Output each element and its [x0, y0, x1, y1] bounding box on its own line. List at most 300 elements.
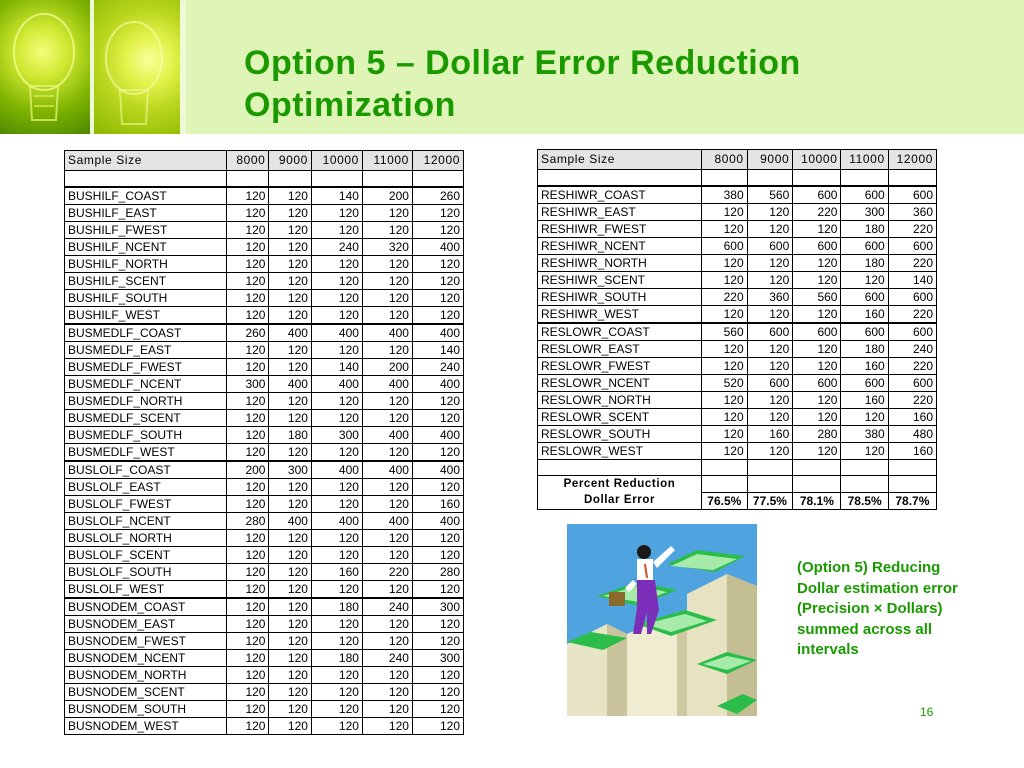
row-value: 120 [269, 444, 311, 462]
row-value: 600 [747, 238, 793, 255]
row-value: 600 [888, 323, 936, 341]
row-label: BUSHILF_SOUTH [65, 290, 227, 307]
row-value: 300 [311, 427, 362, 444]
row-label: BUSNODEM_NORTH [65, 667, 227, 684]
table-row [65, 427, 464, 444]
row-value: 120 [269, 616, 311, 633]
row-value: 120 [227, 581, 269, 599]
row-label: BUSMEDLF_FWEST [65, 359, 227, 376]
row-value: 600 [841, 323, 888, 341]
row-value: 120 [269, 307, 311, 325]
row-value: 600 [793, 238, 841, 255]
row-value: 120 [311, 496, 362, 513]
row-value: 120 [793, 221, 841, 238]
row-label: BUSMEDLF_SOUTH [65, 427, 227, 444]
row-value: 120 [311, 205, 362, 222]
caption-line5: intervals [797, 641, 859, 658]
row-value: 260 [227, 324, 269, 342]
row-value: 220 [888, 255, 936, 272]
row-value: 600 [888, 186, 936, 204]
caption-line2: Dollar estimation error [797, 579, 958, 597]
row-value: 360 [888, 204, 936, 221]
right-sample-size-table [537, 149, 937, 510]
row-value: 120 [412, 479, 463, 496]
row-label: BUSMEDLF_NCENT [65, 376, 227, 393]
row-value: 120 [311, 444, 362, 462]
row-label: RESLOWR_EAST [538, 341, 702, 358]
percent-reduction-value: 78.1% [793, 493, 841, 510]
row-value: 240 [412, 359, 463, 376]
row-value: 400 [269, 513, 311, 530]
row-value: 400 [362, 513, 412, 530]
table-row [538, 186, 937, 204]
row-value: 120 [311, 273, 362, 290]
row-value: 160 [841, 358, 888, 375]
row-value: 300 [227, 376, 269, 393]
row-value: 400 [269, 376, 311, 393]
row-value: 120 [311, 342, 362, 359]
row-label: BUSHILF_NORTH [65, 256, 227, 273]
row-label: BUSNODEM_SCENT [65, 684, 227, 701]
row-value: 400 [362, 376, 412, 393]
table-row [538, 306, 937, 324]
header-sample-size: 11000 [841, 150, 888, 170]
table-row [538, 323, 937, 341]
row-label: BUSHILF_FWEST [65, 222, 227, 239]
row-value: 120 [227, 205, 269, 222]
row-value: 120 [412, 290, 463, 307]
row-value: 400 [412, 461, 463, 479]
row-value: 120 [269, 718, 311, 735]
table-row [538, 221, 937, 238]
row-value: 120 [362, 393, 412, 410]
row-value: 180 [269, 427, 311, 444]
row-value: 560 [747, 186, 793, 204]
row-value: 120 [269, 410, 311, 427]
row-label: BUSHILF_NCENT [65, 239, 227, 256]
row-value: 120 [747, 306, 793, 324]
row-label: BUSNODEM_EAST [65, 616, 227, 633]
row-value: 120 [227, 479, 269, 496]
table-row [65, 650, 464, 667]
row-value: 120 [362, 633, 412, 650]
row-value: 160 [888, 443, 936, 460]
row-value: 120 [841, 443, 888, 460]
row-value: 600 [841, 186, 888, 204]
row-value: 280 [793, 426, 841, 443]
row-value: 120 [702, 204, 748, 221]
row-value: 360 [747, 289, 793, 306]
table-row [65, 359, 464, 376]
row-value: 140 [888, 272, 936, 289]
row-label: BUSHILF_COAST [65, 187, 227, 205]
row-value: 240 [362, 598, 412, 616]
row-value: 120 [269, 684, 311, 701]
row-value: 120 [269, 239, 311, 256]
row-value: 120 [311, 222, 362, 239]
row-value: 160 [841, 306, 888, 324]
row-label: RESLOWR_NORTH [538, 392, 702, 409]
row-value: 120 [227, 701, 269, 718]
table-row [65, 564, 464, 581]
row-value: 120 [747, 272, 793, 289]
row-value: 600 [841, 238, 888, 255]
left-sample-size-table [64, 150, 464, 735]
table-header-row [65, 151, 464, 171]
table-spacer-row [538, 170, 937, 187]
row-value: 400 [412, 427, 463, 444]
row-label: RESLOWR_NCENT [538, 375, 702, 392]
row-value: 180 [841, 255, 888, 272]
row-value: 120 [747, 221, 793, 238]
row-value: 600 [841, 289, 888, 306]
row-value: 120 [702, 426, 748, 443]
row-value: 400 [412, 376, 463, 393]
row-value: 120 [412, 307, 463, 325]
row-value: 120 [311, 547, 362, 564]
caption-line4: summed across all [797, 620, 933, 638]
row-value: 180 [311, 650, 362, 667]
row-value: 120 [702, 272, 748, 289]
row-value: 120 [793, 272, 841, 289]
table-row [538, 272, 937, 289]
row-value: 120 [793, 409, 841, 426]
row-value: 280 [227, 513, 269, 530]
row-value: 120 [362, 479, 412, 496]
row-value: 400 [311, 376, 362, 393]
table-row [65, 256, 464, 273]
table-row [538, 341, 937, 358]
row-value: 120 [702, 392, 748, 409]
row-value: 400 [362, 461, 412, 479]
table-row [65, 633, 464, 650]
row-label: RESLOWR_SOUTH [538, 426, 702, 443]
row-value: 180 [841, 221, 888, 238]
row-value: 120 [702, 358, 748, 375]
row-value: 600 [702, 238, 748, 255]
header-sample-size: 10000 [793, 150, 841, 170]
table-row [65, 444, 464, 462]
row-value: 400 [311, 461, 362, 479]
row-value: 120 [702, 409, 748, 426]
table-header-row [538, 150, 937, 170]
table-row [65, 205, 464, 222]
row-value: 120 [269, 701, 311, 718]
percent-reduction-row [538, 476, 937, 493]
row-value: 120 [793, 443, 841, 460]
row-value: 400 [412, 239, 463, 256]
row-value: 120 [362, 616, 412, 633]
row-label: RESLOWR_WEST [538, 443, 702, 460]
row-label: RESHIWR_FWEST [538, 221, 702, 238]
row-value: 120 [269, 598, 311, 616]
row-value: 120 [412, 718, 463, 735]
row-value: 120 [362, 530, 412, 547]
row-value: 140 [412, 342, 463, 359]
row-value: 200 [362, 359, 412, 376]
table-row [65, 239, 464, 256]
row-value: 320 [362, 239, 412, 256]
row-value: 120 [793, 392, 841, 409]
row-value: 120 [311, 684, 362, 701]
row-label: BUSLOLF_NORTH [65, 530, 227, 547]
row-label: RESLOWR_COAST [538, 323, 702, 341]
row-value: 300 [412, 598, 463, 616]
row-value: 400 [412, 513, 463, 530]
row-value: 120 [702, 255, 748, 272]
table-row [538, 426, 937, 443]
row-label: BUSNODEM_SOUTH [65, 701, 227, 718]
slide-title [244, 42, 1004, 126]
row-value: 260 [412, 187, 463, 205]
percent-reduction-values-row [538, 493, 937, 510]
row-value: 120 [227, 547, 269, 564]
table-row [65, 701, 464, 718]
row-label: BUSLOLF_SOUTH [65, 564, 227, 581]
row-value: 120 [412, 410, 463, 427]
row-label: BUSMEDLF_COAST [65, 324, 227, 342]
table-row [538, 392, 937, 409]
table-row [65, 598, 464, 616]
row-label: BUSLOLF_EAST [65, 479, 227, 496]
row-value: 120 [227, 290, 269, 307]
row-value: 120 [269, 205, 311, 222]
row-value: 120 [362, 684, 412, 701]
row-value: 120 [362, 307, 412, 325]
header-sample-size: 8000 [227, 151, 269, 171]
row-value: 120 [793, 358, 841, 375]
table-row [65, 290, 464, 307]
row-value: 380 [841, 426, 888, 443]
row-value: 280 [412, 564, 463, 581]
caption-line3: (Precision × Dollars) [797, 600, 943, 617]
row-value: 120 [227, 496, 269, 513]
row-value: 120 [311, 479, 362, 496]
row-value: 120 [412, 581, 463, 599]
row-value: 160 [888, 409, 936, 426]
row-value: 120 [269, 547, 311, 564]
row-value: 120 [269, 667, 311, 684]
table-row [65, 393, 464, 410]
row-value: 600 [793, 186, 841, 204]
row-label: BUSNODEM_WEST [65, 718, 227, 735]
row-value: 120 [227, 598, 269, 616]
page-number: 16 [920, 705, 934, 719]
row-value: 120 [362, 273, 412, 290]
row-value: 120 [412, 684, 463, 701]
table-row [65, 496, 464, 513]
row-value: 120 [269, 290, 311, 307]
row-value: 120 [362, 701, 412, 718]
row-label: BUSNODEM_FWEST [65, 633, 227, 650]
table-row [65, 410, 464, 427]
percent-reduction-label: Percent Reduction [538, 476, 702, 493]
row-value: 180 [841, 341, 888, 358]
table-row [65, 581, 464, 599]
table-row [65, 273, 464, 290]
row-value: 120 [269, 256, 311, 273]
row-value: 120 [269, 393, 311, 410]
table-row [65, 667, 464, 684]
row-value: 300 [269, 461, 311, 479]
table-row [65, 718, 464, 735]
header-sample-size: 8000 [702, 150, 748, 170]
row-value: 120 [227, 187, 269, 205]
row-value: 600 [747, 375, 793, 392]
row-value: 120 [311, 667, 362, 684]
table-row [538, 375, 937, 392]
row-value: 220 [888, 306, 936, 324]
row-value: 120 [747, 341, 793, 358]
row-value: 120 [412, 633, 463, 650]
option-caption [797, 558, 997, 661]
row-value: 120 [227, 564, 269, 581]
row-label: BUSMEDLF_EAST [65, 342, 227, 359]
row-value: 120 [269, 273, 311, 290]
table-row [65, 342, 464, 359]
row-value: 160 [841, 392, 888, 409]
row-value: 600 [747, 323, 793, 341]
table-row [65, 616, 464, 633]
row-value: 120 [362, 342, 412, 359]
table-row [65, 376, 464, 393]
row-label: RESHIWR_SOUTH [538, 289, 702, 306]
table-row [65, 547, 464, 564]
row-value: 120 [747, 358, 793, 375]
row-value: 120 [311, 393, 362, 410]
row-value: 120 [412, 616, 463, 633]
row-value: 120 [362, 547, 412, 564]
row-value: 120 [311, 701, 362, 718]
row-label: BUSNODEM_COAST [65, 598, 227, 616]
row-value: 120 [311, 581, 362, 599]
row-value: 300 [841, 204, 888, 221]
row-value: 120 [227, 222, 269, 239]
row-value: 120 [362, 444, 412, 462]
row-label: RESLOWR_SCENT [538, 409, 702, 426]
row-value: 400 [362, 324, 412, 342]
table-row [538, 443, 937, 460]
row-label: BUSLOLF_COAST [65, 461, 227, 479]
row-value: 120 [227, 239, 269, 256]
caption-line1: (Option 5) Reducing [797, 559, 941, 576]
row-label: RESHIWR_WEST [538, 306, 702, 324]
table-row [538, 358, 937, 375]
row-value: 600 [888, 375, 936, 392]
row-value: 400 [269, 324, 311, 342]
row-label: RESHIWR_NCENT [538, 238, 702, 255]
row-value: 200 [227, 461, 269, 479]
row-value: 120 [747, 204, 793, 221]
row-label: BUSMEDLF_SCENT [65, 410, 227, 427]
row-label: BUSMEDLF_WEST [65, 444, 227, 462]
row-value: 120 [227, 444, 269, 462]
row-value: 220 [888, 392, 936, 409]
row-value: 120 [362, 256, 412, 273]
row-value: 120 [227, 616, 269, 633]
row-value: 120 [269, 479, 311, 496]
row-value: 120 [841, 409, 888, 426]
row-value: 120 [311, 410, 362, 427]
table-row [538, 289, 937, 306]
row-value: 120 [412, 667, 463, 684]
row-value: 120 [227, 427, 269, 444]
header-sample-size: 9000 [269, 151, 311, 171]
row-value: 240 [362, 650, 412, 667]
row-value: 200 [362, 187, 412, 205]
row-value: 120 [269, 530, 311, 547]
header-label: Sample Size [538, 150, 702, 170]
row-value: 160 [412, 496, 463, 513]
row-value: 120 [311, 256, 362, 273]
row-value: 120 [227, 256, 269, 273]
row-value: 120 [702, 221, 748, 238]
row-value: 600 [888, 238, 936, 255]
row-value: 120 [311, 530, 362, 547]
row-value: 120 [227, 633, 269, 650]
row-value: 120 [227, 342, 269, 359]
table-row [538, 255, 937, 272]
header-sample-size: 11000 [362, 151, 412, 171]
dollar-error-label: Dollar Error [538, 493, 702, 510]
table-row [538, 238, 937, 255]
row-value: 120 [412, 256, 463, 273]
row-label: BUSHILF_WEST [65, 307, 227, 325]
header-sample-size: 10000 [311, 151, 362, 171]
row-value: 120 [747, 409, 793, 426]
row-value: 140 [311, 359, 362, 376]
table-row [65, 324, 464, 342]
lightbulb-photo [0, 0, 186, 134]
row-value: 400 [311, 513, 362, 530]
row-value: 120 [702, 341, 748, 358]
row-value: 520 [702, 375, 748, 392]
table-row [65, 461, 464, 479]
table-row [65, 513, 464, 530]
row-value: 120 [412, 444, 463, 462]
row-label: RESHIWR_NORTH [538, 255, 702, 272]
row-value: 120 [227, 307, 269, 325]
money-stairs-clipart [567, 524, 757, 716]
row-value: 120 [269, 187, 311, 205]
row-label: BUSHILF_EAST [65, 205, 227, 222]
row-value: 240 [888, 341, 936, 358]
row-value: 240 [311, 239, 362, 256]
header-sample-size: 9000 [747, 150, 793, 170]
row-value: 120 [269, 496, 311, 513]
row-value: 480 [888, 426, 936, 443]
row-value: 220 [362, 564, 412, 581]
row-value: 120 [412, 701, 463, 718]
row-value: 600 [888, 289, 936, 306]
table-row [65, 187, 464, 205]
row-value: 120 [412, 547, 463, 564]
row-value: 120 [747, 392, 793, 409]
row-value: 120 [269, 564, 311, 581]
table-row [538, 204, 937, 221]
row-value: 140 [311, 187, 362, 205]
row-value: 120 [747, 443, 793, 460]
row-value: 120 [412, 273, 463, 290]
row-label: RESHIWR_COAST [538, 186, 702, 204]
table-row [65, 530, 464, 547]
row-value: 120 [362, 718, 412, 735]
row-value: 160 [747, 426, 793, 443]
slide-title-line2: Optimization [244, 86, 456, 124]
lightbulb-icon [0, 0, 186, 134]
row-value: 220 [888, 358, 936, 375]
row-value: 400 [362, 427, 412, 444]
